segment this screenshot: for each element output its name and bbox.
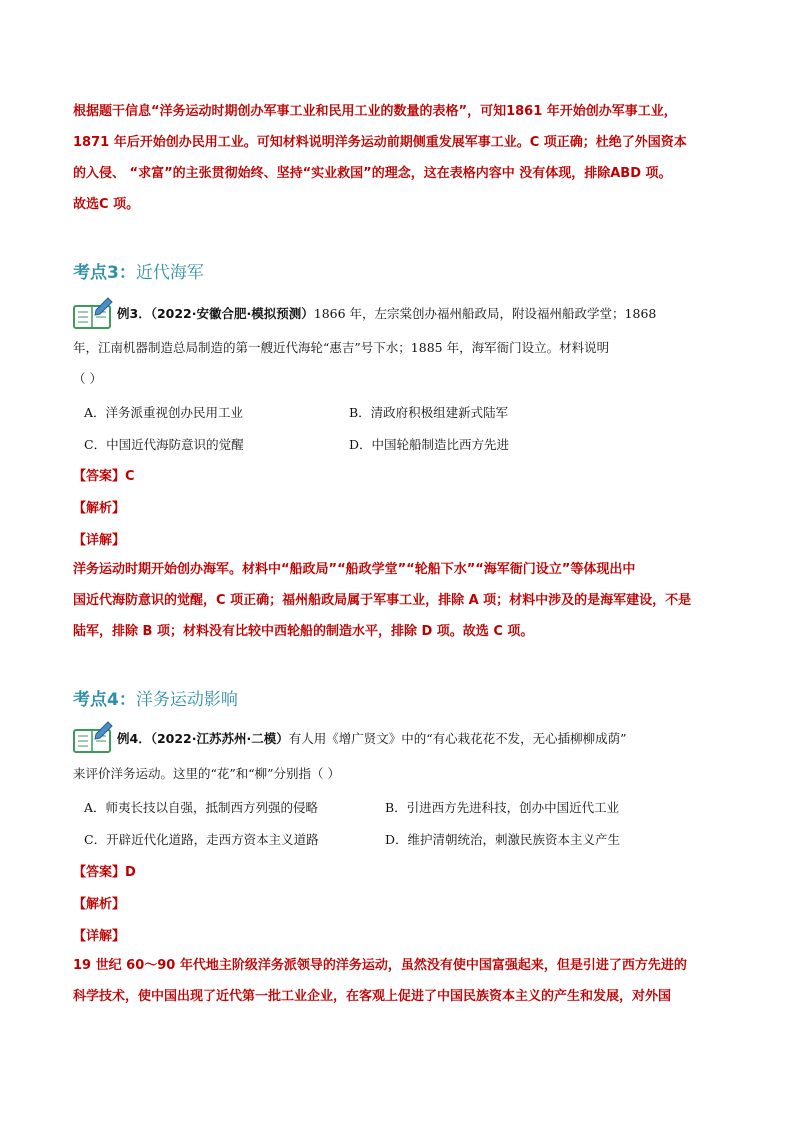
example-label: 例4． xyxy=(117,731,151,746)
example-stem: 有人用《增广贤文》中的“有心栽花花不发，无心插柳柳成荫” xyxy=(288,731,627,746)
example-4-line-1 xyxy=(117,730,627,748)
section-heading-3 xyxy=(73,258,204,283)
detail-line-3: 陆军，排除 B 项；材料没有比较中西轮船的制造水平，排除 D 项。故选 C 项。 xyxy=(73,624,534,639)
option-d: D．中国轮船制造比西方先进 xyxy=(349,437,510,452)
analysis-label: 【解析】 xyxy=(73,501,126,516)
option-a: A．洋务派重视创办民用工业 xyxy=(84,405,244,420)
notebook-pen-icon xyxy=(72,296,114,330)
detail-label: 【详解】 xyxy=(73,929,126,944)
answer-value: C xyxy=(125,469,135,484)
detail-line-1: 洋务运动时期开始创办海军。材料中“船政局”“船政学堂”“轮船下水”“海军衙门设立”等体现出中 xyxy=(73,562,636,577)
option-d: D．维护清朝统治，刺激民族资本主义产生 xyxy=(385,832,621,847)
example-3-line-3: （ ） xyxy=(73,371,102,386)
example-4-line-2: 来评价洋务运动。这里的“花”和“柳”分别指（ ） xyxy=(73,766,341,781)
notebook-pen-icon xyxy=(72,720,114,754)
example-3-line-1 xyxy=(117,305,656,323)
detail-line-2: 国近代海防意识的觉醒，C 项正确；福州船政局属于军事工业，排除 A 项；材料中涉及的是海军建设，不是 xyxy=(73,593,692,608)
option-b: B．引进西方先进科技，创办中国近代工业 xyxy=(385,800,620,815)
detail-line-2: 科学技术，使中国出现了近代第一批工业企业，在客观上促进了中国民族资本主义的产生和发展，对外国 xyxy=(73,989,672,1004)
example-3-line-2: 年，江南机器制造总局制造的第一艘近代海轮“惠吉”号下水；1885 年，海军衙门设立。材料说明 xyxy=(73,340,610,355)
detail-label: 【详解】 xyxy=(73,533,126,548)
detail-line-1: 19 世纪 60～90 年代地主阶级洋务派领导的洋务运动，虽然没有使中国富强起来，但是引进了西方先进的 xyxy=(73,958,687,973)
analysis-label: 【解析】 xyxy=(73,897,126,912)
example-source: （2022·江苏苏州·二模） xyxy=(150,731,289,746)
intro-line-1: 根据题干信息“洋务运动时期创办军事工业和民用工业的数量的表格”，可知1861 年开始创办军事工业， xyxy=(73,104,677,119)
intro-line-4: 故选C 项。 xyxy=(73,197,140,212)
section-heading-key: 考点3： xyxy=(73,263,136,283)
answer-line xyxy=(73,465,135,484)
answer-line xyxy=(73,861,136,880)
answer-label: 【答案】 xyxy=(73,469,126,484)
example-stem: 1866 年，左宗棠创办福州船政局，附设福州船政学堂；1868 xyxy=(313,306,657,321)
section-heading-4 xyxy=(73,685,238,710)
example-source: （2022·安徽合肥·模拟预测） xyxy=(150,306,314,321)
section-heading-text: 洋务运动影响 xyxy=(135,690,238,710)
option-c: C．开辟近代化道路，走西方资本主义道路 xyxy=(84,832,319,847)
answer-value: D xyxy=(125,865,136,880)
section-heading-key: 考点4： xyxy=(73,690,136,710)
example-label: 例3． xyxy=(117,306,151,321)
option-b: B．清政府积极组建新式陆军 xyxy=(349,405,509,420)
intro-line-2: 1871 年后开始创办民用工业。可知材料说明洋务运动前期侧重发展军事工业。C 项正确；杜绝了外国资本 xyxy=(73,135,687,150)
intro-line-3: 的入侵、 “求富”的主张贯彻始终、坚持“实业救国”的理念，这在表格内容中 没有体现，排除ABD 项。 xyxy=(73,166,672,181)
section-heading-text: 近代海军 xyxy=(135,263,204,283)
answer-label: 【答案】 xyxy=(73,865,126,880)
option-a: A．师夷长技以自强，抵制西方列强的侵略 xyxy=(84,800,319,815)
option-c: C．中国近代海防意识的觉醒 xyxy=(84,437,244,452)
